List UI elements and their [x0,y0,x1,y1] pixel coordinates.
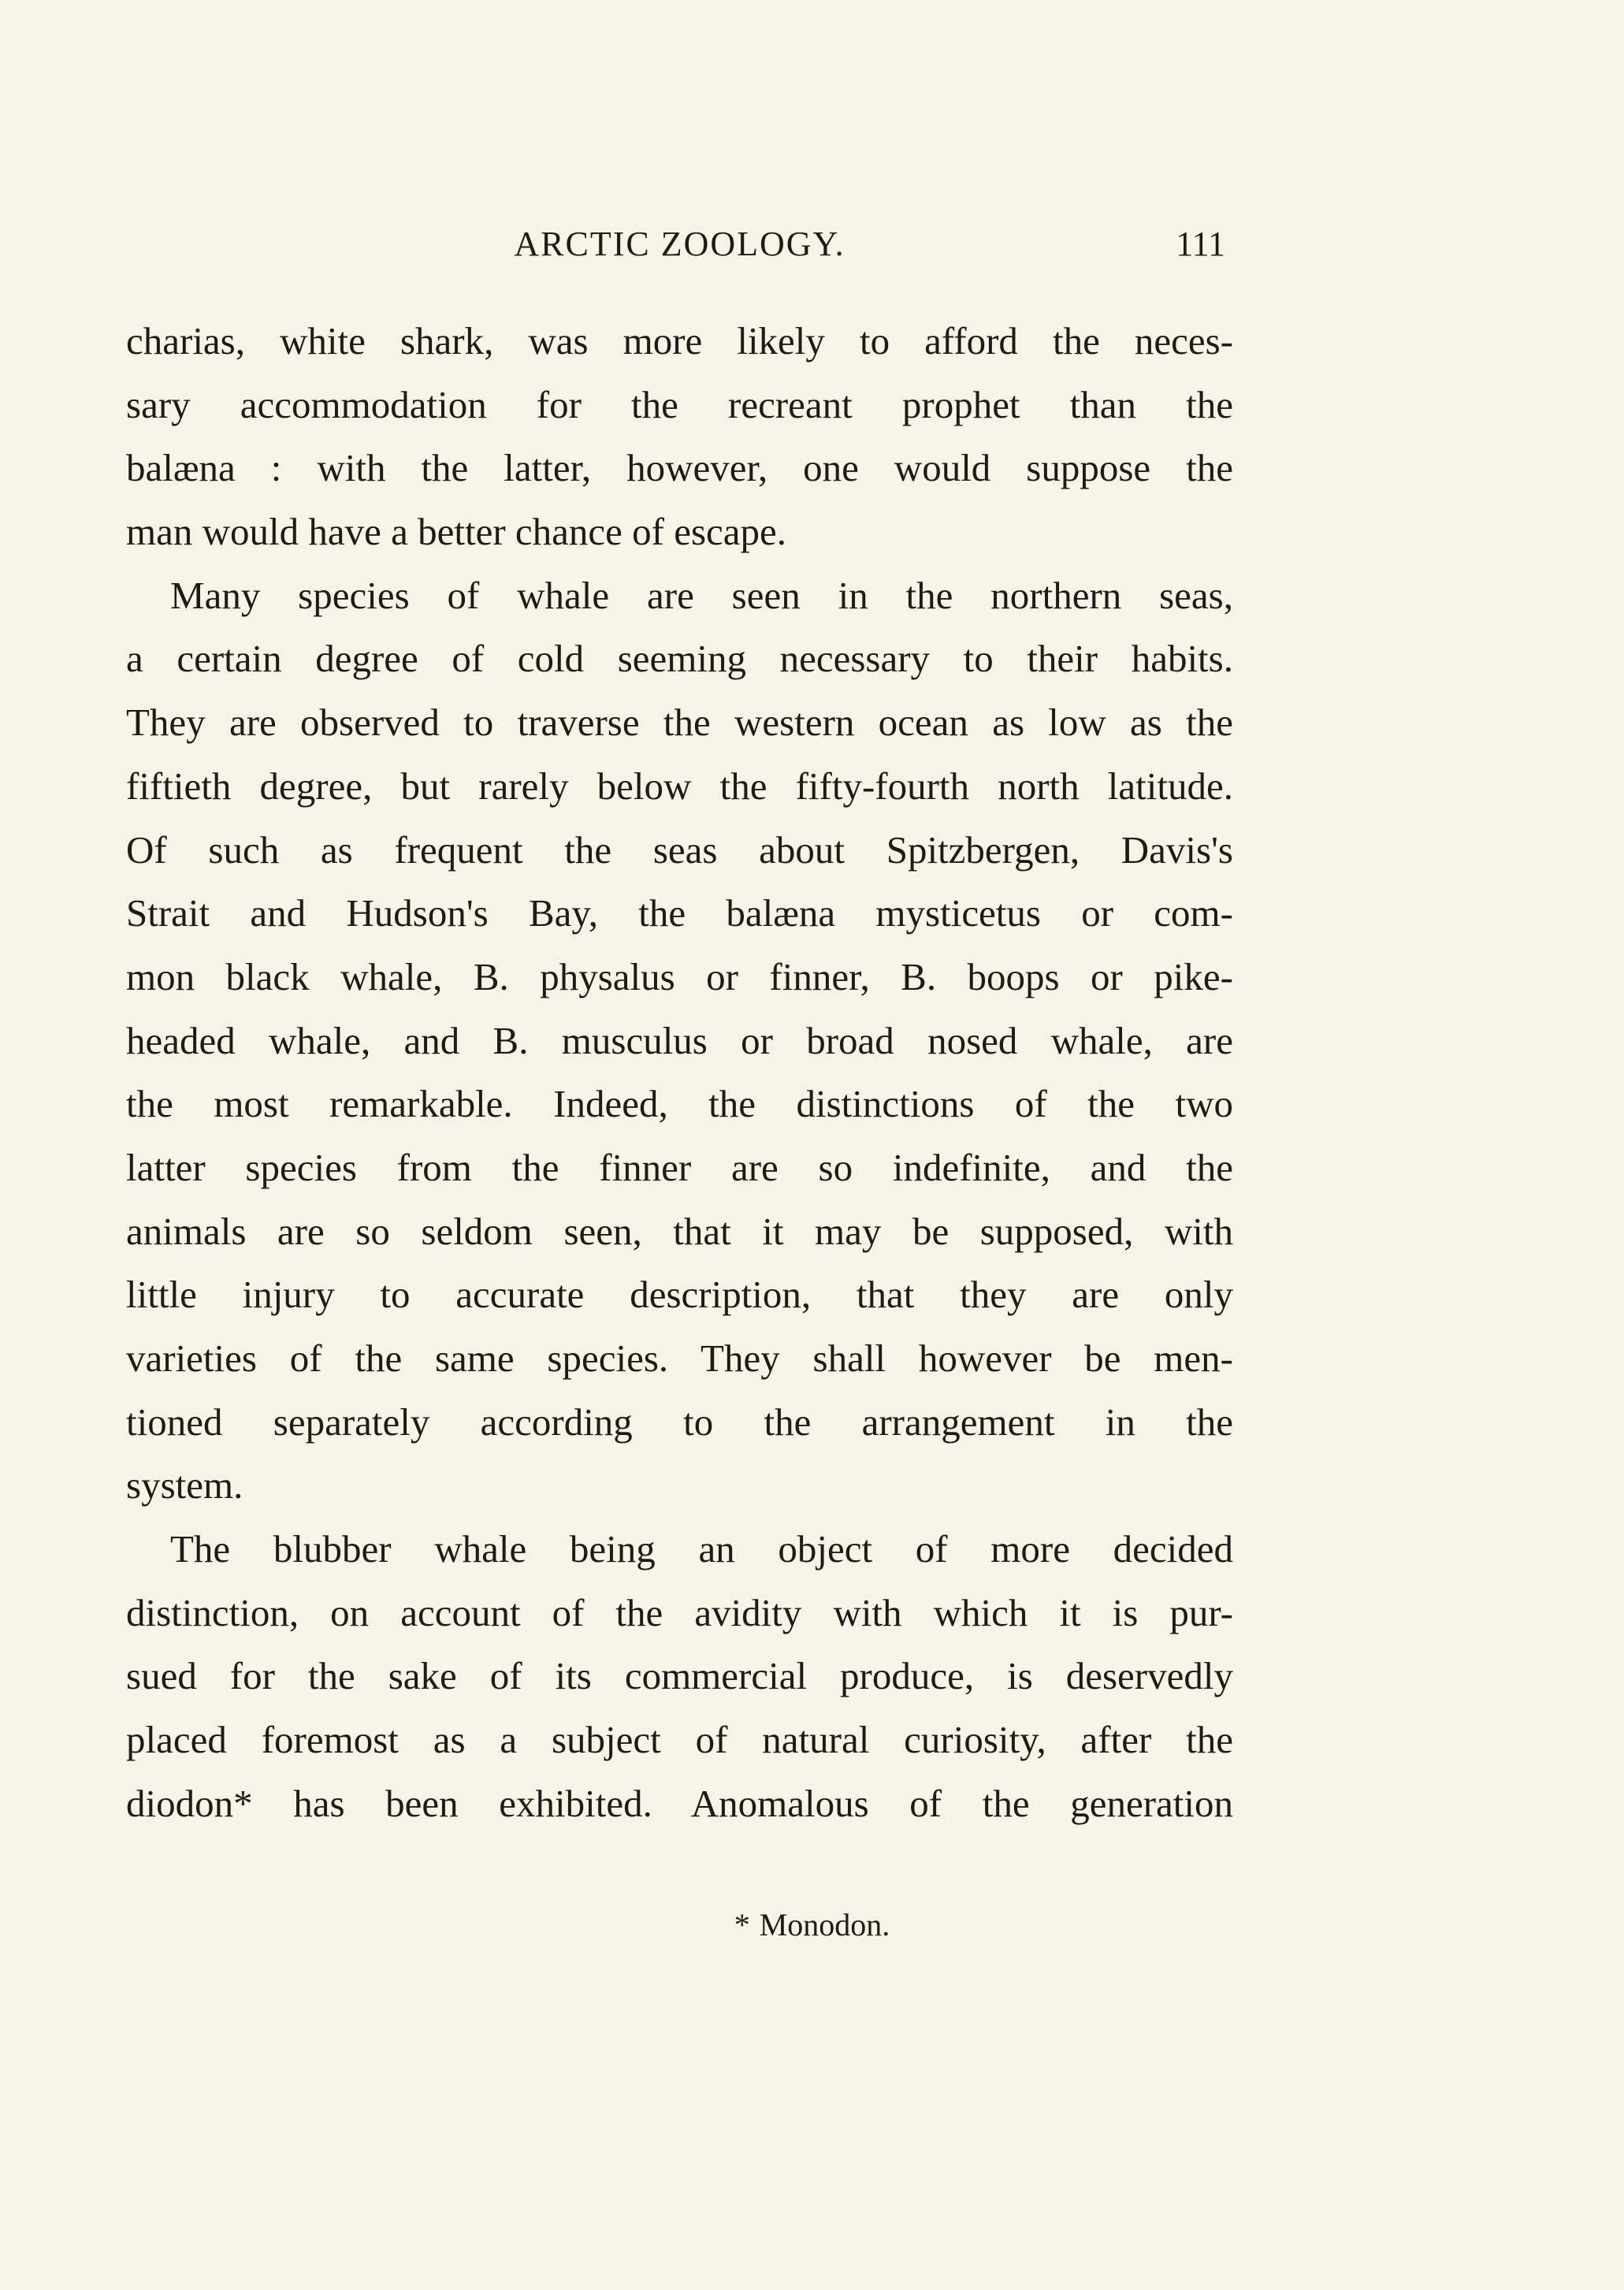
text-line: the most remarkable. Indeed, the distinctions of the two [126,1082,1233,1126]
text-line: balæna : with the latter, however, one would suppose the [126,446,1233,490]
text-line: fiftieth degree, but rarely below the fifty-fourth north latitude. [126,764,1233,808]
text-line: sued for the sake of its commercial produce, is deservedly [126,1654,1233,1698]
text-line: Strait and Hudson's Bay, the balæna mysticetus or com- [126,891,1233,935]
footnote [0,1902,1624,1949]
text-line: Many species of whale are seen in the northern seas, [170,573,1233,617]
text-line: headed whale, and B. musculus or broad nosed whale, are [126,1018,1233,1062]
text-line: system. [126,1463,243,1507]
text-line: varieties of the same species. They shall however be men- [126,1336,1233,1380]
footnote-marker: * [734,1907,750,1942]
text-line: distinction, on account of the avidity with which it is pur- [126,1590,1233,1634]
text-line: Of such as frequent the seas about Spitzbergen, Davis's [126,827,1233,872]
text-line: sary accommodation for the recreant prophet than the [126,382,1233,426]
page-header [126,221,1233,268]
text-line: They are observed to traverse the western ocean as low as the [126,701,1233,745]
text-line: tioned separately according to the arrangement in the [126,1400,1233,1444]
text-line: placed foremost as a subject of natural curiosity, after the [126,1718,1233,1762]
running-head: ARCTIC ZOOLOGY. [514,225,845,263]
text-line: mon black whale, B. physalus or finner, B. boops or pike- [126,954,1233,998]
text-line: little injury to accurate description, that they are only [126,1273,1233,1317]
text-line: charias, white shark, was more likely to afford the neces- [126,319,1233,362]
text-line: diodon* has been exhibited. Anomalous of the generation [126,1781,1233,1825]
text-line: man would have a better chance of escape. [126,510,787,554]
text-line: The blubber whale being an object of more decided [170,1527,1233,1571]
page-number: 111 [1176,225,1225,263]
text-line: a certain degree of cold seeming necessary to their habits. [126,637,1233,681]
footnote-text: Monodon. [759,1907,890,1942]
body-text [126,310,1233,1836]
text-line: latter species from the finner are so indefinite, and the [126,1145,1233,1189]
text-line: animals are so seldom seen, that it may be supposed, with [126,1209,1233,1253]
